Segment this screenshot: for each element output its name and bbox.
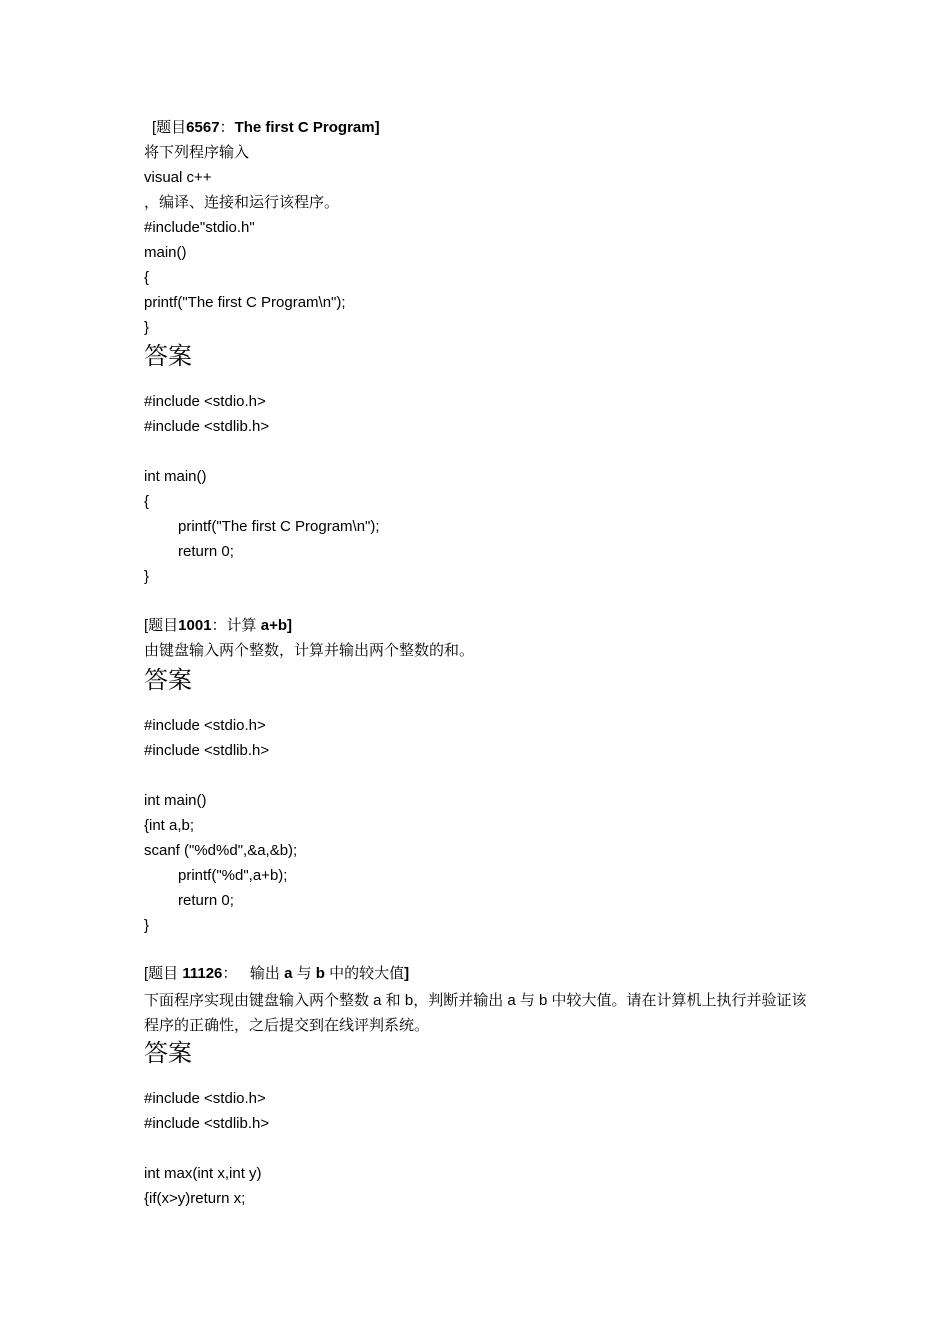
q1-title bbox=[152, 118, 380, 138]
q1-title-open: [题目 bbox=[152, 119, 187, 136]
q1-code-line: #include"stdio.h" bbox=[144, 219, 255, 236]
q1-answer-line: } bbox=[144, 568, 150, 585]
q1-code-line: printf("The first C Program\n"); bbox=[144, 294, 346, 311]
q1-answer-line: { bbox=[144, 493, 150, 510]
q3-title-b: b bbox=[315, 965, 325, 982]
q1-code-line: main() bbox=[144, 244, 187, 261]
q3-answer-line: #include <stdio.h> bbox=[144, 1090, 266, 1107]
q3-title bbox=[144, 964, 409, 984]
q1-desc-line2: visual c++ bbox=[144, 169, 212, 186]
q2-answer-line: #include <stdlib.h> bbox=[144, 742, 270, 759]
q2-title-name: a+b] bbox=[260, 617, 292, 634]
q2-title-num: 1001 bbox=[178, 617, 212, 634]
q1-title-name: The first C Program] bbox=[234, 119, 380, 136]
q3-title-sep: ： 输出 bbox=[222, 965, 280, 982]
q3-title-num: 11126 bbox=[182, 965, 223, 982]
q1-answer-heading: 答案 bbox=[144, 342, 192, 370]
q2-answer-line: printf("%d",a+b); bbox=[178, 867, 288, 884]
q2-answer-line: int main() bbox=[144, 792, 207, 809]
q2-title bbox=[144, 616, 292, 636]
q1-desc-line3: ，编译、连接和运行该程序。 bbox=[144, 194, 340, 211]
q1-answer-line: #include <stdlib.h> bbox=[144, 418, 270, 435]
q3-title-end: 中的较大值 bbox=[329, 965, 405, 982]
q3-answer-heading: 答案 bbox=[144, 1039, 192, 1067]
q1-code-line: { bbox=[144, 269, 150, 286]
q3-answer-line: #include <stdlib.h> bbox=[144, 1115, 270, 1132]
q2-title-sep: ：计算 bbox=[211, 617, 257, 634]
q1-title-num: 6567 bbox=[186, 119, 220, 136]
q3-title-mid: 与 bbox=[296, 965, 312, 982]
q2-answer-line: scanf ("%d%d",&a,&b); bbox=[144, 842, 298, 859]
q2-title-open: [题目 bbox=[144, 617, 179, 634]
q3-title-open: [题目 bbox=[144, 965, 179, 982]
q3-answer-line: {if(x>y)return x; bbox=[144, 1190, 246, 1207]
q2-answer-heading: 答案 bbox=[144, 666, 192, 694]
q2-answer-line: return 0; bbox=[178, 892, 234, 909]
q2-answer-line: } bbox=[144, 917, 150, 934]
q2-answer-line: {int a,b; bbox=[144, 817, 195, 834]
q1-code-line: } bbox=[144, 319, 150, 336]
q1-desc-line1: 将下列程序输入 bbox=[144, 144, 250, 161]
q1-answer-line: int main() bbox=[144, 468, 207, 485]
q3-desc: 下面程序实现由键盘输入两个整数 a 和 b，判断并输出 a 与 b 中较大值。请在计算机上执行并验证该程序的正确性，之后提交到在线评判系统。 bbox=[144, 992, 807, 1034]
q3-answer-line: int max(int x,int y) bbox=[144, 1165, 262, 1182]
q3-title-a: a bbox=[284, 965, 293, 982]
q1-title-sep: ： bbox=[219, 119, 235, 136]
q1-answer-line: #include <stdio.h> bbox=[144, 393, 266, 410]
q2-answer-line: #include <stdio.h> bbox=[144, 717, 266, 734]
q1-answer-line: printf("The first C Program\n"); bbox=[178, 518, 380, 535]
q3-title-close: ] bbox=[404, 965, 410, 982]
q1-answer-line: return 0; bbox=[178, 543, 234, 560]
q2-desc: 由键盘输入两个整数，计算并输出两个整数的和。 bbox=[144, 642, 475, 659]
